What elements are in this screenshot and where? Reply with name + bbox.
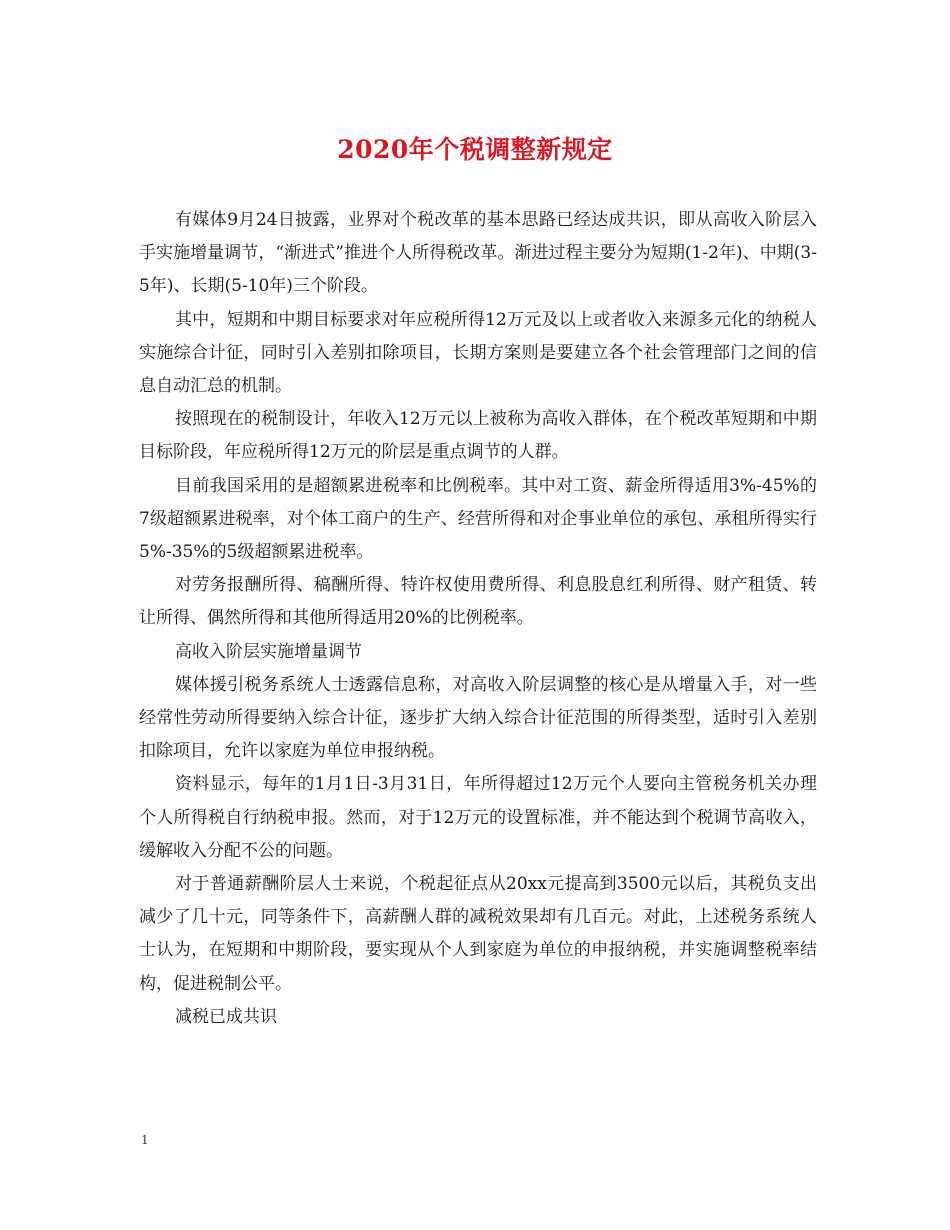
document-title: 2020年个税调整新规定 <box>337 135 613 164</box>
section-heading: 减税已成共识 <box>175 1006 277 1027</box>
section-heading: 高收入阶层实施增量调节 <box>175 641 362 662</box>
paragraph: 有媒体9月24日披露，业界对个税改革的基本思路已经达成共识，即从高收入阶层入手实施增量调节，“渐进式”推进个人所得税改革。渐进过程主要分为短期(1-2年)、中期(3-5年)、长期(5-10年)三个阶段。 <box>139 210 817 297</box>
paragraph: 媒体援引税务系统人士透露信息称，对高收入阶层调整的核心是从增量入手，对一些经常性劳动所得要纳入综合计征，逐步扩大纳入综合计征范围的所得类型，适时引入差别扣除项目，允许以家庭为单位申报纳税。 <box>139 674 817 762</box>
paragraph: 对于普通薪酬阶层人士来说，个税起征点从20xx元提高到3500元以后，其税负支出减少了几十元，同等条件下，高薪酬人群的减税效果却有几百元。对此，上述税务系统人士认为，在短期和中期阶段，要实现从个人到家庭为单位的申报纳税，并实施调整税率结构，促进税制公平。 <box>139 874 817 994</box>
paragraph: 其中，短期和中期目标要求对年应税所得12万元及以上或者收入来源多元化的纳税人实施综合计征，同时引入差别扣除项目，长期方案则是要建立各个社会管理部门之间的信息自动汇总的机制。 <box>139 309 817 397</box>
paragraph: 按照现在的税制设计，年收入12万元以上被称为高收入群体，在个税改革短期和中期目标阶段，年应税所得12万元的阶层是重点调节的人群。 <box>139 409 817 463</box>
page-number: 1 <box>141 1133 149 1147</box>
paragraph: 资料显示，每年的1月1日-3月31日，年所得超过12万元个人要向主管税务机关办理个人所得税自行纳税申报。然而，对于12万元的设置标准，并不能达到个税调节高收入，缓解收入分配不公的问题。 <box>139 774 817 861</box>
document-body <box>139 204 817 1034</box>
paragraph: 目前我国采用的是超额累进税率和比例税率。其中对工资、薪金所得适用3%-45%的7级超额累进税率，对个体工商户的生产、经营所得和对企事业单位的承包、承租所得实行5%-35%的5级超额累进税率。 <box>139 475 817 563</box>
paragraph: 对劳务报酬所得、稿酬所得、特许权使用费所得、利息股息红利所得、财产租赁、转让所得、偶然所得和其他所得适用20%的比例税率。 <box>139 575 817 629</box>
